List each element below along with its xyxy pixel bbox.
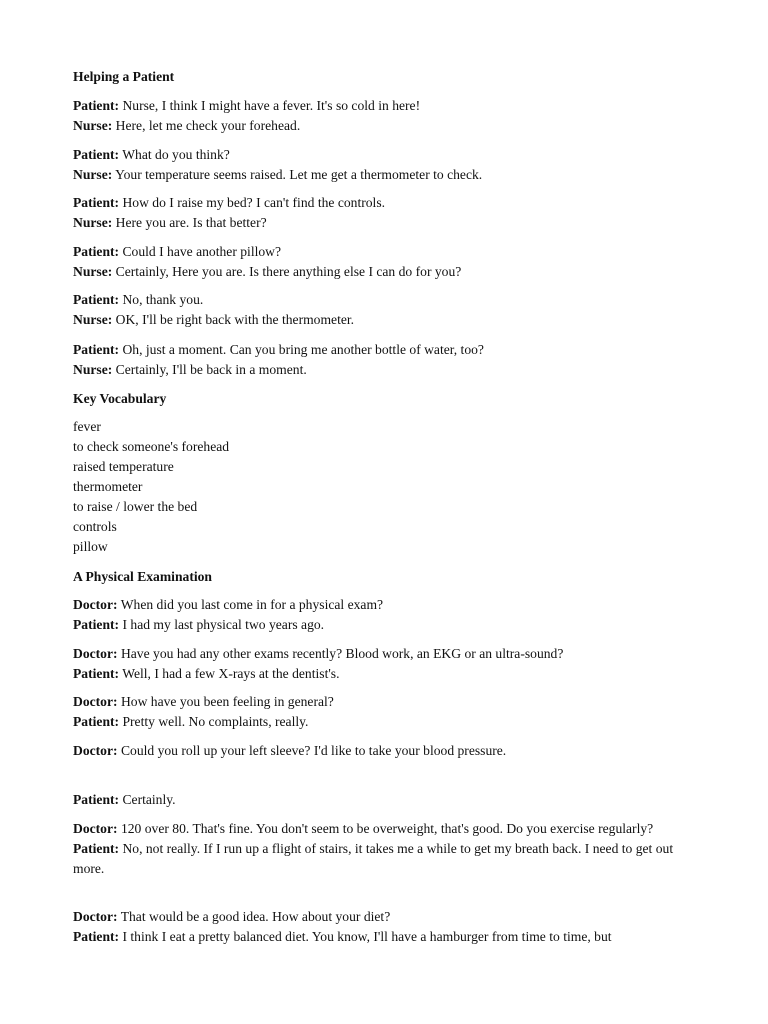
- line-text: OK, I'll be right back with the thermometer.: [115, 312, 355, 327]
- speaker-label: Nurse:: [73, 264, 113, 279]
- dialogue-exchange: [73, 96, 695, 136]
- dialogue-line: [73, 819, 695, 839]
- vocab-item: fever: [73, 419, 101, 434]
- heading-key-vocabulary: Key Vocabulary: [73, 391, 167, 406]
- speaker-label: Nurse:: [73, 167, 113, 182]
- line-text: How have you been feeling in general?: [120, 694, 334, 709]
- vocab-item: controls: [73, 519, 117, 534]
- speaker-label: Patient:: [73, 617, 120, 632]
- dialogue-line: [73, 310, 695, 330]
- dialogue-line: [73, 595, 695, 615]
- vocabulary-list: [73, 417, 695, 557]
- speaker-label: Doctor:: [73, 597, 118, 612]
- heading-physical-examination: A Physical Examination: [73, 569, 212, 584]
- dialogue-line: [73, 116, 695, 136]
- vocab-item: to check someone's forehead: [73, 439, 230, 454]
- dialogue-line: [73, 664, 695, 684]
- line-text: Here, let me check your forehead.: [115, 118, 301, 133]
- speaker-label: Nurse:: [73, 215, 113, 230]
- line-text: Your temperature seems raised. Let me get a thermometer to check.: [115, 167, 483, 182]
- dialogue-line: [73, 213, 695, 233]
- line-text: Oh, just a moment. Can you bring me another bottle of water, too?: [122, 342, 484, 357]
- speaker-label: Nurse:: [73, 118, 113, 133]
- speaker-label: Doctor:: [73, 743, 118, 758]
- dialogue-exchange: [73, 340, 695, 380]
- dialogue-line: [73, 615, 695, 635]
- speaker-label: Patient:: [73, 292, 120, 307]
- speaker-label: Patient:: [73, 929, 120, 944]
- line-text: That would be a good idea. How about your diet?: [120, 909, 391, 924]
- dialogue-line: [73, 692, 695, 712]
- speaker-label: Doctor:: [73, 694, 118, 709]
- vocab-item: pillow: [73, 539, 108, 554]
- speaker-label: Nurse:: [73, 362, 113, 377]
- speaker-label: Patient:: [73, 98, 120, 113]
- vocab-item: thermometer: [73, 479, 143, 494]
- speaker-label: Patient:: [73, 714, 120, 729]
- dialogue-line: [73, 193, 695, 213]
- dialogue-exchange: [73, 819, 695, 879]
- speaker-label: Doctor:: [73, 909, 118, 924]
- dialogue-line: [73, 242, 695, 262]
- dialogue-line: [73, 927, 695, 947]
- dialogue-exchange: [73, 595, 695, 635]
- dialogue-line: [73, 290, 695, 310]
- dialogue-line: [73, 340, 695, 360]
- dialogue-exchange: [73, 692, 695, 732]
- dialogue-exchange: [73, 644, 695, 684]
- line-text: Could you roll up your left sleeve? I'd like to take your blood pressure.: [120, 743, 507, 758]
- line-text: Pretty well. No complaints, really.: [122, 714, 309, 729]
- heading-helping-a-patient: Helping a Patient: [73, 69, 175, 84]
- line-text: Well, I had a few X-rays at the dentist's.: [122, 666, 340, 681]
- line-text: Certainly, Here you are. Is there anything else I can do for you?: [115, 264, 462, 279]
- speaker-label: Patient:: [73, 792, 120, 807]
- dialogue-line: [73, 712, 695, 732]
- line-text: Certainly.: [122, 792, 176, 807]
- line-text: I had my last physical two years ago.: [122, 617, 325, 632]
- line-text: I think I eat a pretty balanced diet. You know, I'll have a hamburger from time to time, but: [122, 929, 612, 944]
- dialogue-line: [73, 262, 695, 282]
- line-text: No, not really. If I run up a flight of stairs, it takes me a while to get my breath back. I need to get out more.: [73, 841, 674, 876]
- speaker-label: Doctor:: [73, 646, 118, 661]
- dialogue-exchange: [73, 242, 695, 282]
- dialogue-line: [73, 907, 695, 927]
- line-text: Certainly, I'll be back in a moment.: [115, 362, 307, 377]
- line-text: Nurse, I think I might have a fever. It's so cold in here!: [122, 98, 421, 113]
- speaker-label: Patient:: [73, 244, 120, 259]
- dialogue-exchange: [73, 741, 695, 761]
- line-text: Could I have another pillow?: [122, 244, 282, 259]
- section-title: [73, 67, 695, 87]
- line-text: What do you think?: [122, 147, 230, 162]
- section-title: [73, 389, 695, 409]
- line-text: Have you had any other exams recently? Blood work, an EKG or an ultra-sound?: [120, 646, 564, 661]
- dialogue-line: [73, 96, 695, 116]
- dialogue-exchange: [73, 290, 695, 330]
- dialogue-line: [73, 360, 695, 380]
- dialogue-line: [73, 839, 695, 879]
- speaker-label: Patient:: [73, 666, 120, 681]
- dialogue-line: [73, 145, 695, 165]
- speaker-label: Patient:: [73, 195, 120, 210]
- dialogue-line: [73, 790, 695, 810]
- speaker-label: Patient:: [73, 342, 120, 357]
- line-text: 120 over 80. That's fine. You don't seem to be overweight, that's good. Do you exercise regularly?: [120, 821, 654, 836]
- speaker-label: Patient:: [73, 147, 120, 162]
- dialogue-exchange: [73, 145, 695, 185]
- dialogue-line: [73, 741, 695, 761]
- dialogue-exchange: [73, 790, 695, 810]
- section-title: [73, 567, 695, 587]
- speaker-label: Patient:: [73, 841, 120, 856]
- line-text: No, thank you.: [122, 292, 204, 307]
- vocab-item: raised temperature: [73, 459, 174, 474]
- dialogue-exchange: [73, 907, 695, 947]
- vocab-item: to raise / lower the bed: [73, 499, 198, 514]
- line-text: When did you last come in for a physical exam?: [120, 597, 384, 612]
- line-text: Here you are. Is that better?: [115, 215, 267, 230]
- dialogue-line: [73, 644, 695, 664]
- speaker-label: Doctor:: [73, 821, 118, 836]
- speaker-label: Nurse:: [73, 312, 113, 327]
- dialogue-exchange: [73, 193, 695, 233]
- line-text: How do I raise my bed? I can't find the controls.: [122, 195, 386, 210]
- dialogue-line: [73, 165, 695, 185]
